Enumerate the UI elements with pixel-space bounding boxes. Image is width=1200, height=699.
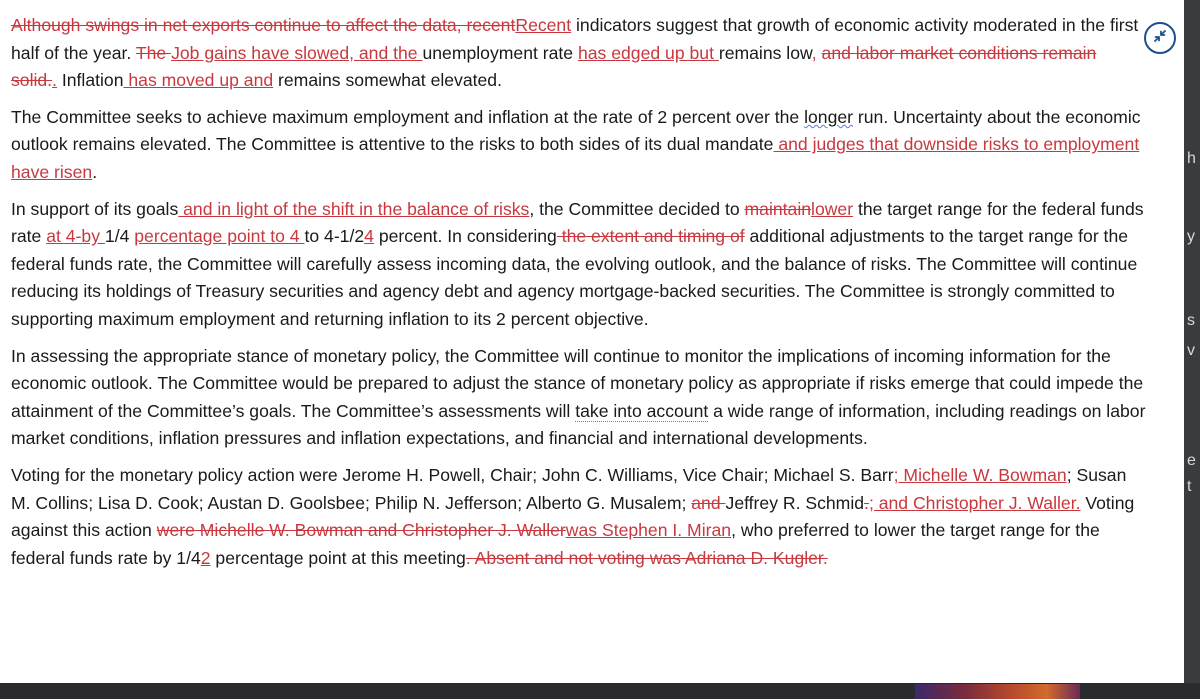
background-letter: y — [1187, 228, 1195, 245]
text-run: remains low — [718, 42, 812, 63]
paragraph-3 — [11, 196, 1146, 334]
paragraph-5 — [11, 462, 1146, 572]
text-run: additional adjustments to the target range for the federal funds rate, the Committee will carefully assess incoming data, the evolving outlook, and the balance of risks. The Committee will continue reducing its holdings of Treasury securities and agency debt and agency mortgage-backed securities. The Committee is strongly committed to supporting maximum employment and returning inflation to its 2 percent objective. — [11, 226, 1138, 329]
text-run: Voting against this action — [11, 492, 1135, 541]
inserted-text: percentage point to 4 — [134, 226, 305, 247]
text-run: ; Susan M. Collins; Lisa D. Cook; Austan D. Goolsbee; Philip N. Jefferson; Alberto G. Musalem; — [11, 464, 1127, 513]
text-run: remains somewhat elevated. — [273, 70, 502, 91]
text-run: a wide range of information, including readings on labor market conditions, inflation pressures and inflation expectations, and financial and international developments. — [11, 400, 1146, 449]
text-run: Voting for the monetary policy action were Jerome H. Powell, Chair; John C. Williams, Vice Chair; Michael S. Barr — [11, 464, 894, 485]
paragraph-1 — [11, 12, 1146, 95]
paragraph-2 — [11, 104, 1146, 187]
text-run: , who preferred to lower the target range for the federal funds rate by 1/4 — [11, 520, 1100, 568]
background-artwork — [915, 684, 1080, 699]
grammar-flag-text: take into account — [575, 400, 709, 421]
deleted-text: Although swings in net exports continue to affect the data, recent — [11, 15, 516, 35]
inserted-text: and in light of the shift in the balance of risks — [178, 198, 530, 219]
text-run: In support of its goals — [11, 198, 179, 219]
collapse-arrows-icon — [1151, 27, 1169, 50]
text-run: , the Committee decided to — [529, 198, 745, 219]
deleted-text: maintain — [744, 198, 812, 219]
background-letter: v — [1187, 342, 1195, 359]
inserted-text: was Stephen I. Miran — [565, 520, 732, 541]
deleted-text: and labor market conditions remain solid. — [11, 42, 1097, 91]
background-letter: h — [1187, 150, 1196, 167]
text-run: In assessing the appropriate stance of monetary policy, the Committee will continue to monitor the implications of incoming information for the economic outlook. The Committee would be prepared to adjust the stance of monetary policy as appropriate if risks emerge that could impede the attainment of the Committee’s goals. The Committee’s assessments will — [11, 345, 1144, 421]
inserted-text: ; Michelle W. Bowman — [893, 464, 1067, 485]
text-run: . — [92, 161, 98, 182]
collapse-button[interactable] — [1144, 22, 1176, 54]
text-run: Inflation — [56, 70, 124, 91]
text-run: The Committee seeks to achieve maximum employment and inflation at the rate of 2 percent over the — [11, 106, 805, 127]
deleted-text: . — [864, 492, 869, 513]
text-run: to 4-1/2 — [304, 226, 365, 247]
inserted-text: at 4-by — [46, 226, 105, 247]
text-run: the target range for the federal funds rate — [11, 198, 1144, 247]
deleted-text: The — [135, 42, 172, 63]
deleted-text: . Absent and not voting was Adriana D. Kugler. — [465, 547, 828, 568]
inserted-text: has edged up but — [577, 42, 719, 63]
inserted-text: Job gains have slowed, and the — [171, 42, 423, 63]
inserted-text: ; and Christopher J. Waller. — [868, 492, 1081, 513]
text-run: 1/4 — [104, 226, 135, 247]
fomc-statement-redline — [11, 12, 1146, 572]
deleted-text: were Michelle W. Bowman and Christopher J. Waller — [156, 520, 566, 541]
inserted-text: . — [52, 70, 57, 91]
background-letter: t — [1187, 478, 1192, 495]
text-run: percent. In considering — [373, 226, 557, 247]
deleted-text: and — [691, 492, 726, 513]
text-run: run. Uncertainty about the economic outlook remains elevated. The Committee is attentive to the risks to both sides of its dual mandate — [11, 106, 1141, 155]
text-run: unemployment rate — [422, 42, 578, 63]
inserted-text: 4 — [364, 226, 374, 247]
inserted-text: has moved up and — [123, 70, 274, 91]
spellcheck-word: longer — [804, 106, 854, 127]
inserted-text: lower — [811, 198, 854, 219]
inserted-text: , — [811, 42, 817, 63]
inserted-text: 2 — [200, 547, 211, 568]
text-run: Jeffrey R. Schmid — [725, 492, 865, 513]
background-letter: s — [1187, 312, 1195, 329]
background-letter: e — [1187, 452, 1196, 469]
text-run: indicators suggest that growth of economic activity moderated in the first half of the year. — [11, 15, 1139, 63]
inserted-text: Recent — [515, 15, 572, 35]
text-run: percentage point at this meeting — [210, 547, 466, 568]
deleted-text: the extent and timing of — [556, 226, 745, 247]
paragraph-4 — [11, 343, 1146, 453]
inserted-text: and judges that downside risks to employment have risen — [11, 134, 1140, 182]
